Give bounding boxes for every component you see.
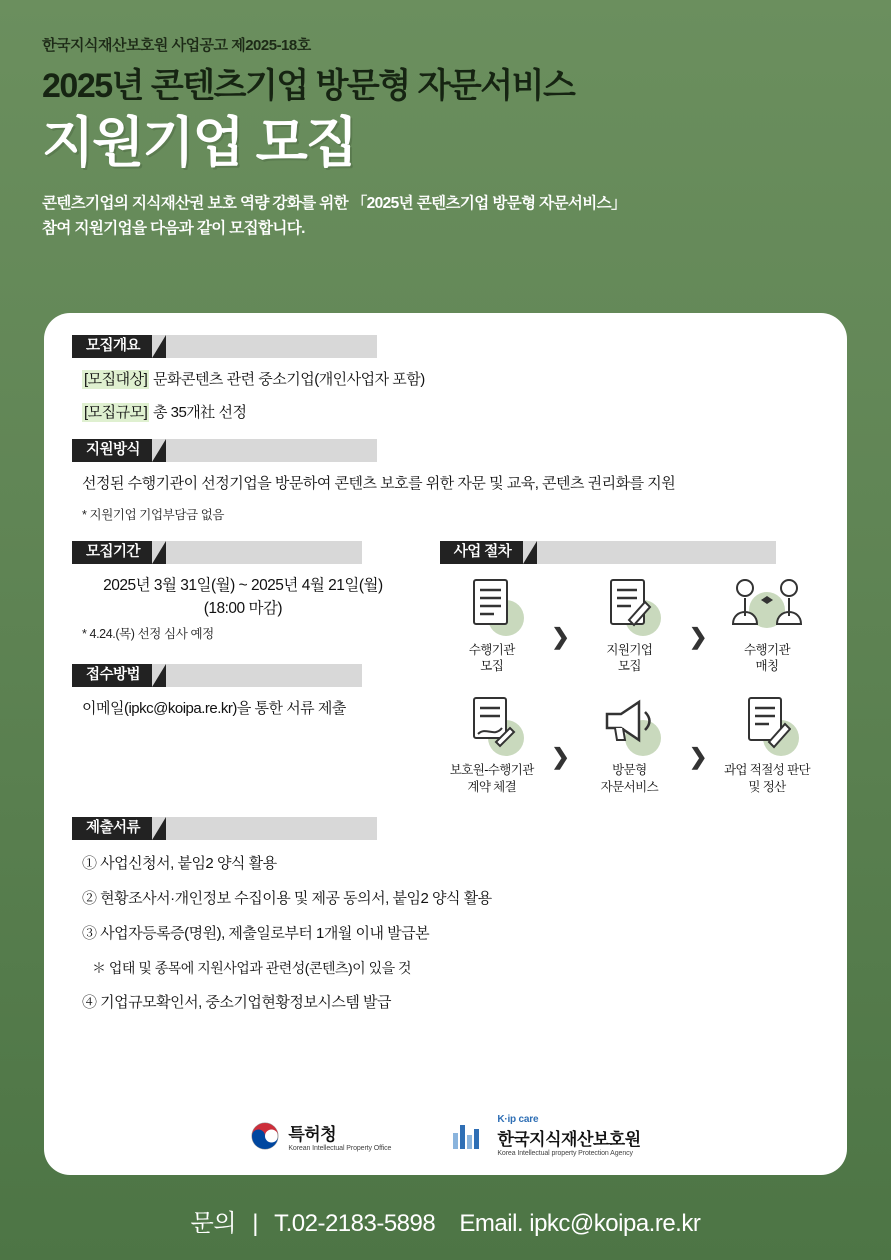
process-step-4-caption: [440, 762, 544, 795]
step-line1: 과업 적절성 판단: [723, 763, 811, 778]
overview-target-value: 문화콘텐츠 관련 중소기업(개인사업자 포함): [152, 371, 425, 388]
footer-contact: [0, 1203, 891, 1238]
section-label-period: 모집기간: [72, 541, 152, 564]
column-left: [72, 541, 440, 795]
process-step-1-caption: [440, 642, 544, 675]
kipo-name: 특허청: [288, 1124, 337, 1144]
process-step-1: [440, 576, 544, 675]
koipa-subtitle: Korea Intellectual property Protection Agency: [497, 1150, 633, 1157]
document-item-note: ＊ 업태 및 종목에 지원사업과 관련성(콘텐츠)이 있을 것: [92, 959, 412, 976]
content-card: [44, 313, 847, 1175]
koipa-brand: K·ip care: [497, 1114, 539, 1125]
footer-separator: |: [252, 1210, 258, 1237]
step-line2: 모집: [617, 659, 641, 673]
process-flow-row-1: [440, 576, 819, 675]
section-header-period: [72, 541, 362, 564]
section-header-support: [72, 439, 377, 462]
lead-line-1: 콘텐츠기업의 지식재산권 보호 역량 강화를 위한 「2025년 콘텐츠기업 방문형 자문서비스」: [42, 195, 626, 213]
megaphone-icon: [589, 696, 669, 758]
process-step-3-caption: [715, 642, 819, 675]
overview-target-row: [82, 368, 819, 391]
period-line-2: (18:00 마감): [203, 600, 283, 617]
column-right: [440, 541, 819, 795]
document-item: ④ 기업규모확인서, 중소기업현황정보시스템 발급: [82, 994, 391, 1012]
flow-arrow-icon: ❯: [551, 744, 570, 770]
step-line1: 수행기관: [468, 642, 515, 657]
koipa-name: 한국지식재산보호원: [497, 1130, 641, 1149]
step-line2: 모집: [480, 659, 504, 673]
step-line2: 및 정산: [748, 779, 786, 794]
step-line1: 수행기관: [744, 642, 790, 657]
poster-header: [0, 0, 891, 242]
section-label-documents: 제출서류: [72, 817, 152, 840]
process-flow: [440, 576, 819, 795]
kipo-logo: [250, 1120, 391, 1152]
poster-lead: [42, 192, 851, 242]
overview-scale-value: 총 35개社 선정: [152, 404, 247, 422]
period-note: * 4.24.(목) 선정 심사 예정: [82, 627, 214, 642]
notice-number: 한국지식재산보호원 사업공고 제2025-18호: [42, 37, 311, 54]
process-step-3: [715, 576, 819, 675]
step-line2: 계약 체결: [467, 779, 517, 794]
document-pen-icon: [589, 576, 669, 638]
kipo-subtitle: Korean Intellectual Property Office: [288, 1144, 392, 1152]
middle-columns: [72, 541, 819, 795]
overview-target-key: [모집대상]: [84, 371, 148, 388]
section-label-apply: 접수방법: [72, 664, 152, 687]
process-step-5-caption: [577, 762, 681, 795]
apply-text: 이메일(ipkc@koipa.re.kr)을 통한 서류 제출: [82, 700, 346, 718]
contract-sign-icon: [452, 696, 532, 758]
document-item: ① 사업신청서, 붙임2 양식 활용: [82, 854, 277, 872]
poster-title-line2: 지원기업 모집: [42, 113, 356, 174]
section-header-overview: [72, 335, 377, 358]
process-step-4: [440, 696, 544, 795]
section-header-documents: [72, 817, 377, 840]
period-line-1: 2025년 3월 31일(월) ~ 2025년 4월 21일(월): [103, 576, 383, 594]
document-item: ② 현황조사서·개인정보 수집이용 및 제공 동의서, 붙임2 양식 활용: [82, 890, 492, 907]
documents-section: [72, 817, 819, 1015]
step-line1: 지원기업: [606, 642, 653, 657]
support-text: 선정된 수행기관이 선정기업을 방문하여 콘텐츠 보호를 위한 자문 및 교육, 콘텐츠 권리화를 지원: [82, 474, 676, 492]
section-label-process: 사업 절차: [440, 541, 524, 564]
section-label-support: 지원방식: [72, 439, 152, 462]
process-step-2: [577, 576, 681, 675]
document-list-icon: [452, 576, 532, 638]
flow-arrow-icon: ❯: [688, 623, 708, 649]
logo-row: [44, 1114, 847, 1157]
footer-email: Email. ipkc@koipa.re.kr: [459, 1210, 701, 1237]
document-item: ③ 사업자등록증(명원), 제출일로부터 1개월 이내 발급본: [82, 925, 430, 943]
poster-title-line1: 2025년 콘텐츠기업 방문형 자문서비스: [42, 67, 575, 105]
step-line1: 방문형: [612, 763, 647, 778]
footer-tel: T.02-2183-5898: [274, 1210, 436, 1237]
two-people-match-icon: [727, 576, 807, 638]
section-header-process: [440, 541, 776, 564]
overview-scale-key: [모집규모]: [84, 404, 148, 422]
process-step-5: [577, 696, 681, 795]
step-line2: 자문서비스: [600, 779, 659, 794]
process-step-6: [715, 696, 819, 795]
section-label-overview: 모집개요: [72, 335, 152, 358]
bars-icon: [451, 1121, 489, 1151]
taegeuk-icon: [250, 1121, 280, 1151]
checklist-pen-icon: [727, 696, 807, 758]
process-step-6-caption: [715, 762, 819, 795]
step-line1: 보호원-수행기관: [449, 763, 534, 778]
flow-arrow-icon: ❯: [688, 744, 708, 770]
flow-arrow-icon: ❯: [551, 623, 570, 649]
step-line2: 매칭: [755, 659, 779, 673]
process-step-2-caption: [577, 642, 681, 675]
section-header-apply: [72, 664, 362, 687]
lead-line-2: 참여 지원기업을 다음과 같이 모집합니다.: [42, 219, 305, 237]
footer-inquiry-label: 문의: [190, 1210, 237, 1237]
process-flow-row-2: [440, 696, 819, 795]
support-note: * 지원기업 기업부담금 없음: [82, 507, 225, 522]
koipa-logo: [451, 1114, 640, 1157]
overview-scale-row: [82, 401, 819, 424]
period-text: [72, 574, 434, 621]
